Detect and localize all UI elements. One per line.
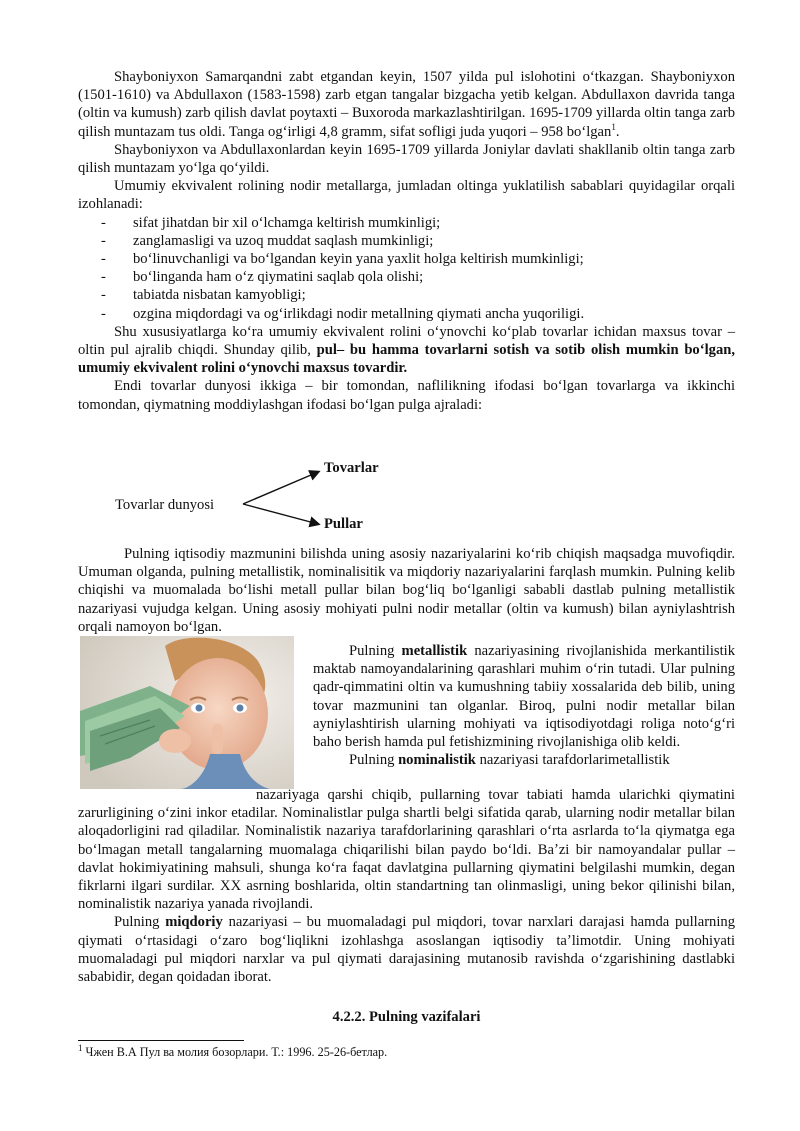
paragraph-7: Pulning metallistik nazariyasining rivojlanishida merkantilistik maktab namoyandalarining qarashlari muhim oʻrin tutadi. Ular pulning qadr-qimmatini oltin va kumushning tabiiy xossalarida deb bilib, uning tovar mazmunini tan olganlar. Biroq, pulni nodir metallar bilan ayniylashtirish ularning mohiyati va iqtisodiyotdagi roliga notoʻgʻri baho berish hamda pul fetishizmining rivojlanishiga olib keldi. <box>313 643 736 751</box>
paragraph-8: nazariyaga qarshi chiqib, pullarning tovar tabiati hamda ularichki qiymatini zarurligining oʻzini inkor etadilar. Nominalistlar pulga shartli belgi sifatida qarab, ularning nodir metallar bilan aloqadorligini rad qiladilar. Nominalistik nazariya tarafdorlarining qarashlari oʻrta asrlarda toʻla qiymatga ega boʻlmagan metall tangalarning muomalaga chiqarilishi bilan paydo boʻldi. Baʼzi bir namoyandalar pullar – davlat hokimiyatining mahsuli, shunga koʻra faqat davlatgina pullarning qiymatini belgilashi mumkin, degan fikrlarni ilgari surdilar. XX asrning boshlarida, oltin standartning tan olinmasligi, uning bekor qilinishi bilan, nominalistik nazariya yanada rivojlandi. <box>78 787 735 913</box>
diagram-arrows <box>238 466 328 530</box>
diagram-branch-top: Tovarlar <box>324 460 379 476</box>
term-metallistik: metallistik <box>401 643 468 659</box>
paragraph-2: Shayboniyxon va Abdullaxonlardan keyin 1695-1709 yillarda Joniylar davlati shakllanib oltin tanga zarb qilish muntazam yoʻlga qoʻyildi. <box>78 141 735 177</box>
term-nominalistik: nominalistik <box>398 752 476 769</box>
nominalism-block <box>78 786 735 986</box>
paragraph-9: Pulning miqdoriy nazariyasi – bu muomaladagi pul miqdori, tovar narxlari darajasi hamda pullarning qiymati oʻrtasidagi oʻzaro bogʻliqlikni izohlashga asoslangan iqtisodiy taʼlimotdir. Uning mohiyati muomaladagi pul miqdori narxlar va pul qiymati darajasining mutanosib ravishda oʻzgarishining dastlabki sababidir, degan qoidadan iborat. <box>78 914 735 986</box>
paragraph-1: Shayboniyxon Samarqandni zabt etgandan keyin, 1507 yilda pul islohotini oʻtkazgan. Shayboniyxon (1501-1610) va Abdullaxon (1583-1598) zarb etgan tangalar bizgacha yetib kelgan. Abdullaxon davrida tanga (oltin va kumush) zarb qilish davlat poytaxti – Buxoroda markazlashtirilgan. 1695-1709 yillarda oltin tanga zarb qilish muntazam tus oldi. Tanga ogʻirligi 4,8 gramm, sifat sofligi juda yuqori – 958 boʻlgan$^1$. <box>78 69 735 140</box>
reasons-list <box>78 214 735 323</box>
footnote-divider <box>78 1040 244 1041</box>
paragraph-5: Endi tovarlar dunyosi ikkiga – bir tomondan, naflilikning ifodasi boʻlgan tovarlarga va ikkinchi tomondan, qiymatning moddiylashgan ifodasi boʻlgan pulga ajraladi: <box>78 378 735 413</box>
list-item: - tabiatda nisbatan kamyobligi; <box>78 286 735 304</box>
term-miqdoriy: miqdoriy <box>165 914 223 931</box>
money-definition: pul– bu hamma tovarlarni sotish va sotib olish mumkin boʻlgan, umumiy ekvivalent rolini oʻynovchi maxsus tovardir. <box>78 342 735 377</box>
list-item: - ozgina miqdordagi va ogʻirlikdagi nodir metallning qiymati ancha yuqoriligi. <box>78 305 735 323</box>
footnote: $^1$ Чжен В.А Пул ва молия бозорлари. Т.: 1996. 25-26-бетлар. <box>78 1042 388 1059</box>
metallism-block <box>313 642 735 769</box>
diagram-root: Tovarlar dunyosi <box>115 497 215 513</box>
section-heading: 4.2.2. Pulning vazifalari <box>332 1009 481 1025</box>
paragraph-8-start: Pulning nominalistik nazariyasi tarafdorlarimetallistik <box>349 752 670 769</box>
list-item: - zanglamasligi va uzoq muddat saqlash mumkinligi; <box>78 232 735 250</box>
intro-block <box>78 68 735 414</box>
paragraph-6: Pulning iqtisodiy mazmunini bilishda uning asosiy nazariyalarini koʻrib chiqish maqsadga muvofiqdir. Umuman olganda, pulning metallistik, nominalisitik va miqdoriy nazariyalarini farqlash mumkin. Pulning kelib chiqishi va muomalada boʻlishi metall pullar bilan bogʻliq boʻlganligi sababli dastlab pulning metallistik nazariyasi vujudga kelgan. Uning asosiy mohiyati pulni nodir metallar (oltin va kumush) bilan ayniylashtrish orqali namoyon boʻlgan. <box>78 546 735 635</box>
paragraph-3: Umumiy ekvivalent rolining nodir metallarga, jumladan oltinga yuklatilish sabablari quyidagilar orqali izohlanadi: <box>78 178 735 213</box>
diagram-branch-bottom: Pullar <box>324 516 363 532</box>
theories-block <box>78 545 735 636</box>
footnote-ref[interactable]: 1 <box>611 121 616 132</box>
list-item: - sifat jihatdan bir xil oʻlchamga keltirish mumkinligi; <box>78 214 735 232</box>
list-item: - boʻlinuvchanligi va boʻlgandan keyin yana yaxlit holga keltirish mumkinligi; <box>78 250 735 268</box>
child-with-money-photo <box>80 636 294 789</box>
list-item: - boʻlinganda ham oʻz qiymatini saqlab qola olishi; <box>78 268 735 286</box>
arrow-bottom <box>243 504 318 524</box>
paragraph-4: Shu xususiyatlarga koʻra umumiy ekvivalent rolini oʻynovchi koʻplab tovarlar ichidan maxsus tovar – oltin pul ajralib chiqdi. Shunday qilib, pul– bu hamma tovarlarni sotish va sotib olish mumkin boʻlgan, umumiy ekvivalent rolini oʻynovchi maxsus tovardir. <box>78 323 735 377</box>
photo-illustration <box>80 636 294 789</box>
arrow-top <box>243 472 318 504</box>
